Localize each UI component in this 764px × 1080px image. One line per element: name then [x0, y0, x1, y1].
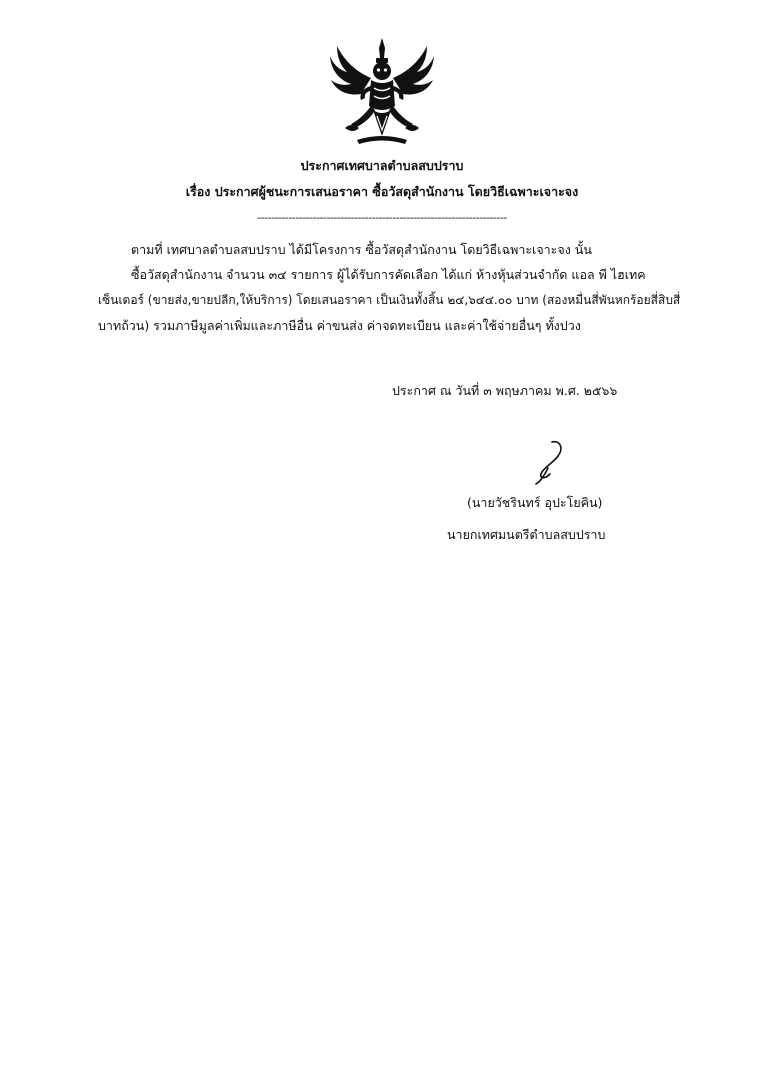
body-line-3: เซ็นเตอร์ (ขายส่ง,ขายปลีก,ให้บริการ) โดยเสนอราคา เป็นเงินทั้งสิ้น ๒๔,๖๔๔.๐๐ บาท (สองหมื่นสี่พันหกร้อยสี่สิบสี่ [98, 293, 681, 307]
announcement-date: ประกาศ ณ วันที่ ๓ พฤษภาคม พ.ศ. ๒๕๖๖ [392, 383, 618, 398]
body-line-1: ตามที่ เทศบาลตำบลสบปราบ ได้มีโครงการ ซื้อวัสดุสำนักงาน โดยวิธีเฉพาะเจาะจง นั้น [131, 242, 592, 257]
body-line-2: ซื้อวัสดุสำนักงาน จำนวน ๓๔ รายการ ผู้ได้รับการคัดเลือก ได้แก่ ห้างหุ้นส่วนจำกัด แอล พี ไฮเทค [131, 267, 646, 282]
signer-name: (นายวัชรินทร์ อุปะโยคิน) [467, 495, 603, 510]
announcement-subject: เรื่อง ประกาศผู้ชนะการเสนอราคา ซื้อวัสดุสำนักงาน โดยวิธีเฉพาะเจาะจง [185, 184, 579, 199]
divider: ------------------------------------------------------------------------ [257, 211, 507, 224]
body-line-4: บาทถ้วน) รวมภาษีมูลค่าเพิ่มและภาษีอื่น ค่าขนส่ง ค่าจดทะเบียน และค่าใช้จ่ายอื่นๆ ทั้งปวง [98, 318, 581, 333]
signer-title: นายกเทศมนตรีตำบลสบปราบ [447, 527, 606, 542]
announcement-title: ประกาศเทศบาลตำบลสบปราบ [300, 158, 464, 173]
signature-icon [528, 438, 572, 486]
garuda-emblem-icon [327, 36, 437, 148]
